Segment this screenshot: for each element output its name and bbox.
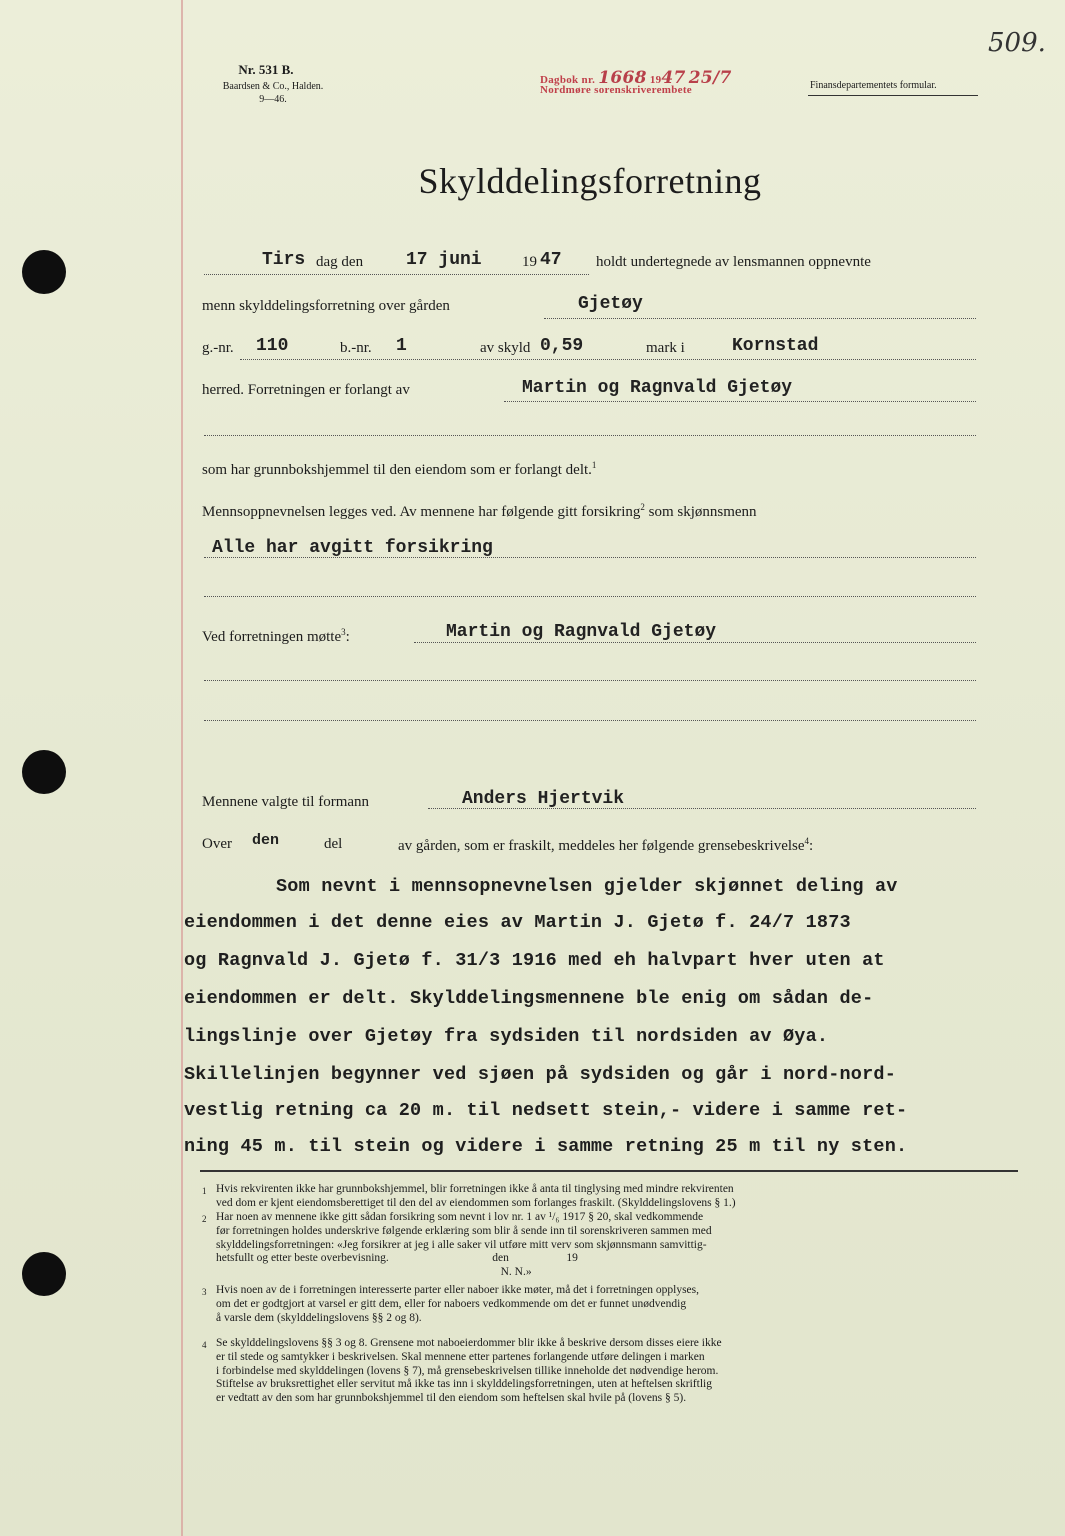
punch-hole-middle bbox=[22, 750, 66, 794]
farm-name-typed: Gjetøy bbox=[578, 294, 643, 314]
fill-line bbox=[204, 557, 976, 558]
fill-line bbox=[204, 274, 589, 275]
page-number: 509. bbox=[988, 28, 1046, 58]
menns-tail: som skjønnsmenn bbox=[648, 504, 757, 520]
printer-date: 9—46. bbox=[259, 94, 287, 105]
attended-typed: Martin og Ragnvald Gjetøy bbox=[446, 622, 717, 642]
footnote-number: 2 bbox=[202, 1214, 207, 1224]
printer-info bbox=[208, 80, 338, 106]
fill-line bbox=[240, 359, 976, 360]
footnote-line: om det er godtgjort at varsel er gitt dem, eller for naboers vedkommende om det er funnet unødvendig bbox=[216, 1297, 687, 1310]
footnote-ref-4: 4 bbox=[804, 836, 810, 846]
footnote-line: N. N.» bbox=[216, 1266, 532, 1279]
footnote-4 bbox=[216, 1337, 722, 1406]
footnote-number: 4 bbox=[202, 1340, 207, 1350]
bnr-label: b.-nr. bbox=[340, 340, 372, 356]
gnr-typed: 110 bbox=[256, 336, 289, 356]
footnote-number: 1 bbox=[202, 1186, 207, 1196]
gnr-label: g.-nr. bbox=[202, 340, 234, 356]
over-label: Over bbox=[202, 836, 232, 852]
stamp-year-prefix: 19 bbox=[649, 74, 662, 86]
footnote-ref-2: 2 bbox=[640, 502, 645, 512]
form-source-underline bbox=[808, 95, 978, 96]
fill-line bbox=[204, 596, 976, 597]
boundary-text: av gården, som er fraskilt, meddeles her følgende grensebeskrivelse bbox=[398, 838, 805, 854]
requested-by-typed: Martin og Ragnvald Gjetøy bbox=[522, 378, 793, 398]
footnote-ref-1: 1 bbox=[591, 460, 597, 470]
year-prefix: 19 bbox=[522, 254, 537, 270]
attended-text: Ved forretningen møtte bbox=[202, 629, 342, 645]
over-typed: den bbox=[252, 832, 280, 849]
punch-hole-top bbox=[22, 250, 66, 294]
grunnbok-label bbox=[202, 460, 596, 479]
footnote-line: hetsfullt og etter beste overbevisning. den 19 bbox=[216, 1252, 578, 1265]
footnote-line: å varsle dem (skylddelingslovens §§ 2 og 8). bbox=[216, 1311, 422, 1324]
footnote-divider bbox=[200, 1170, 1018, 1172]
fill-line bbox=[204, 680, 976, 681]
herred-label: herred. Forretningen er forlangt av bbox=[202, 382, 410, 398]
weekday-typed: Tirs bbox=[262, 250, 306, 270]
footnote-line: i forbindelse med skylddelingen (lovens § 7), må grensebeskrivelsen tillike inneholde det nødvendige herom. bbox=[216, 1364, 719, 1377]
fill-line bbox=[204, 435, 976, 436]
fill-line bbox=[204, 720, 976, 721]
court-stamp: Nordmøre sorenskriverembete bbox=[540, 84, 692, 96]
body-line: og Ragnvald J. Gjetø f. 31/3 1916 med eh halvpart hver uten at bbox=[184, 950, 885, 971]
boundary-colon: : bbox=[809, 838, 814, 854]
footnote-2 bbox=[216, 1211, 712, 1280]
menns-label bbox=[202, 502, 757, 521]
footnote-line: skylddelingsforretningen: «Jeg forsikrer at jeg i alle saker vil utføre mitt verv som skjønnsmann samvittig- bbox=[216, 1238, 707, 1251]
chairman-typed: Anders Hjertvik bbox=[462, 789, 625, 809]
skyld-typed: 0,59 bbox=[540, 336, 584, 356]
gard-label: menn skylddelingsforretning over gården bbox=[202, 298, 450, 314]
boundary-label bbox=[398, 836, 813, 855]
attended-colon: : bbox=[345, 629, 350, 645]
body-line: lingslinje over Gjetøy fra sydsiden til nordsiden av Øya. bbox=[184, 1026, 829, 1047]
footnote-line: er vedtatt av den som har grunnbokshjemmel til den eiendom som heftelsen skal hvile på (lovens § 5). bbox=[216, 1392, 687, 1405]
form-source: Finansdepartementets formular. bbox=[810, 80, 937, 91]
body-line: eiendommen er delt. Skylddelingsmennene ble enig om sådan de- bbox=[184, 988, 874, 1009]
day-month-typed: 17 juni bbox=[406, 250, 482, 270]
footnote-line: Hvis noen av de i forretningen interesserte parter eller naboer ikke møter, må det i forretningen opplyses, bbox=[216, 1284, 700, 1296]
mark-label: mark i bbox=[646, 340, 685, 356]
stamp-number: 1668 bbox=[598, 68, 647, 88]
footnote-1 bbox=[216, 1183, 736, 1211]
footnote-line: Har noen av mennene ikke gitt sådan forsikring som nevnt i lov nr. 1 av ¹/₆ 1917 § 20, skal vedkommende bbox=[216, 1211, 704, 1223]
footnote-line: ved dom er kjent eiendomsberettiget til den del av eiendommen som forlanges fraskilt. (Skylddelingslovens § 1.) bbox=[216, 1196, 736, 1209]
body-line: Skillelinjen begynner ved sjøen på sydsiden og går i nord-nord- bbox=[184, 1064, 897, 1085]
attended-label bbox=[202, 627, 350, 646]
bnr-typed: 1 bbox=[396, 336, 407, 356]
fill-line bbox=[414, 642, 976, 643]
footnote-ref-3: 3 bbox=[341, 627, 346, 637]
punch-hole-bottom bbox=[22, 1252, 66, 1296]
footnote-3 bbox=[216, 1284, 699, 1325]
footnote-line: er til stede og samtykker i beskrivelsen. Skal mennene etter partenes forlangende utføre delingen i marken bbox=[216, 1350, 705, 1363]
stamp-year: 47 bbox=[661, 68, 686, 88]
year-typed: 47 bbox=[540, 250, 562, 270]
footnote-line: Se skylddelingslovens §§ 3 og 8. Grensene mot naboeierdommer blir ikke å beskrive dersom disses eiere ikke bbox=[216, 1337, 722, 1349]
body-line: ning 45 m. til stein og videre i samme retning 25 m til ny sten. bbox=[184, 1136, 908, 1157]
stamp-prefix: Dagbok nr. bbox=[540, 74, 596, 86]
fill-line bbox=[428, 808, 976, 809]
dag-den-label: dag den bbox=[316, 254, 364, 270]
insurance-typed: Alle har avgitt forsikring bbox=[212, 538, 493, 558]
footnote-number: 3 bbox=[202, 1287, 207, 1297]
municipality-typed: Kornstad bbox=[732, 336, 819, 356]
fill-line bbox=[544, 318, 976, 319]
form-number: Nr. 531 B. bbox=[238, 62, 294, 77]
body-line: vestlig retning ca 20 m. til nedsett stein,- videre i samme ret- bbox=[184, 1100, 908, 1121]
grunnbok-text: som har grunnbokshjemmel til den eiendom som er forlangt delt. bbox=[202, 462, 592, 478]
footnote-line: Stiftelse av bruksrettighet eller servitut må ikke tas inn i skylddelingsforretningen, uten at heftelsen skriftlig bbox=[216, 1378, 712, 1391]
body-line: eiendommen i det denne eies av Martin J. Gjetø f. 24/7 1873 bbox=[184, 912, 851, 933]
stamp-date: 25/7 bbox=[688, 68, 732, 88]
skyld-label: av skyld bbox=[480, 340, 531, 356]
del-label: del bbox=[324, 836, 343, 852]
menns-text: Mennsoppnevnelsen legges ved. Av mennene har følgende gitt forsikring bbox=[202, 504, 641, 520]
footnote-line: Hvis rekvirenten ikke har grunnbokshjemmel, blir forretningen ikke å anta til tinglysing med mindre rekvirenten bbox=[216, 1183, 734, 1195]
margin-line bbox=[181, 0, 183, 1536]
body-line: Som nevnt i mennsopnevnelsen gjelder skjønnet deling av bbox=[276, 876, 898, 897]
held-text: holdt undertegnede av lensmannen oppnevnte bbox=[596, 254, 871, 270]
fill-line bbox=[504, 401, 976, 402]
printer-line: Baardsen & Co., Halden. bbox=[222, 81, 324, 92]
chairman-label: Mennene valgte til formann bbox=[202, 794, 370, 810]
footnote-line: før forretningen holdes underskrive følgende erklæring som blir å sende inn til sorenskriveren sammen med bbox=[216, 1224, 712, 1237]
document-title: Skylddelingsforretning bbox=[418, 161, 762, 201]
